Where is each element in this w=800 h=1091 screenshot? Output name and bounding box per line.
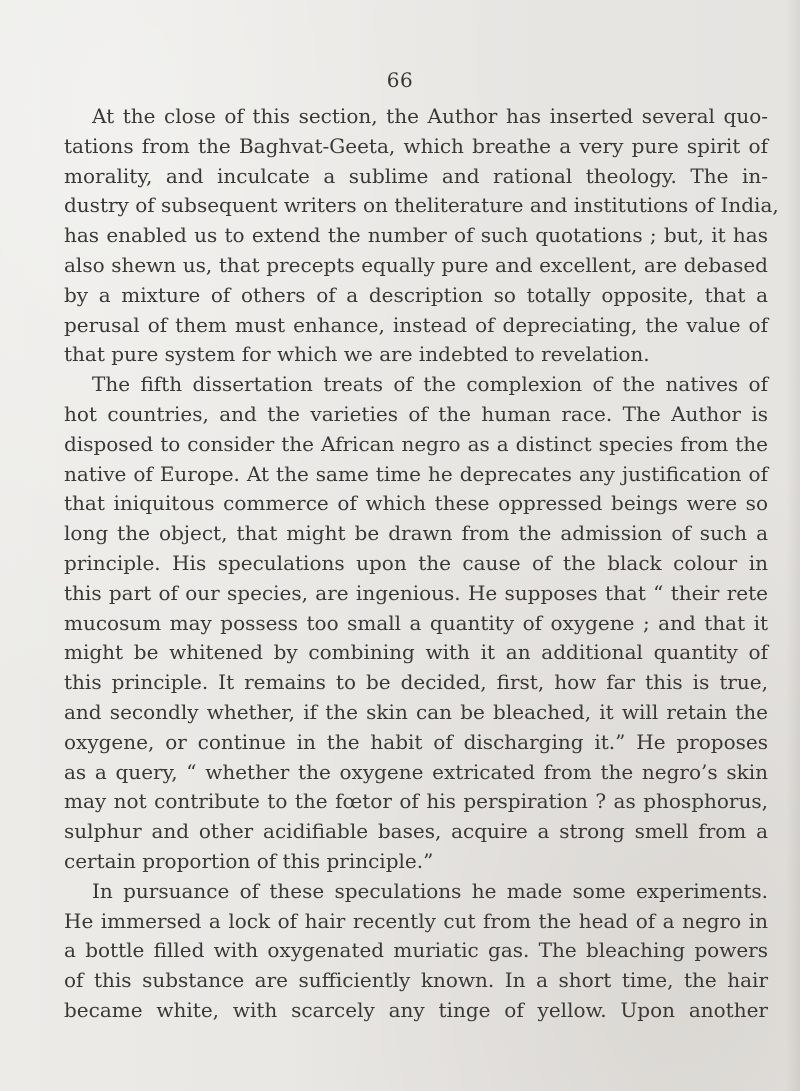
text-line: and secondly whether, if the skin can be bleached, it will retain the	[64, 699, 768, 724]
text-line: sulphur and other acidifiable bases, acquire a strong smell from a	[64, 819, 768, 844]
text-line: In pursuance of these speculations he made some experiments.	[92, 878, 768, 903]
text-line: He immersed a lock of hair recently cut from the head of a negro in	[64, 908, 768, 933]
page-edge-shadow	[786, 0, 800, 1091]
text-line: also shewn us, that precepts equally pure and excellent, are debased	[64, 252, 768, 277]
text-line: by a mixture of others of a description so totally opposite, that a	[64, 282, 768, 307]
text-line: that pure system for which we are indebted to revelation.	[64, 342, 650, 367]
text-line: oxygene, or continue in the habit of discharging it.” He proposes	[64, 729, 768, 754]
text-line: this part of our species, are ingenious. He supposes that “ their rete	[64, 580, 768, 605]
text-line: of this substance are sufficiently known. In a short time, the hair	[64, 968, 768, 993]
text-line: a bottle filled with oxygenated muriatic gas. The bleaching powers	[64, 938, 768, 963]
text-line: disposed to consider the African negro as a distinct species from the	[64, 431, 768, 456]
text-line: may not contribute to the fœtor of his perspiration ? as phosphorus,	[64, 789, 768, 814]
text-line: has enabled us to extend the number of such quotations ; but, it has	[64, 223, 768, 248]
text-line: hot countries, and the varieties of the human race. The Author is	[64, 401, 768, 426]
text-line: certain proportion of this principle.”	[64, 848, 434, 873]
text-line: perusal of them must enhance, instead of depreciating, the value of	[64, 312, 768, 337]
page-number: 66	[386, 68, 414, 92]
text-line: At the close of this section, the Author has inserted several quo-	[92, 104, 768, 128]
text-line: became white, with scarcely any tinge of yellow. Upon another	[64, 997, 768, 1022]
text-line: this principle. It remains to be decided, first, how far this is true,	[64, 670, 768, 695]
text-line: might be whitened by combining with it an additional quantity of	[64, 640, 768, 665]
text-line: as a query, “ whether the oxygene extricated from the negro’s skin	[64, 759, 768, 784]
text-line: principle. His speculations upon the cause of the black colour in	[64, 550, 768, 575]
text-line: that iniquitous commerce of which these oppressed beings were so	[64, 491, 768, 516]
text-line: morality, and inculcate a sublime and rational theology. The in-	[64, 163, 768, 188]
text-line: long the object, that might be drawn from the admission of such a	[64, 521, 768, 546]
text-line: native of Europe. At the same time he deprecates any justification of	[64, 461, 768, 486]
text-line: The fifth dissertation treats of the complexion of the natives of	[92, 372, 768, 397]
text-line: dustry of subsequent writers on theliterature and institutions of India,	[64, 193, 779, 218]
text-line: tations from the Baghvat-Geeta, which breathe a very pure spirit of	[64, 133, 768, 158]
body-text	[64, 102, 779, 1026]
text-line: mucosum may possess too small a quantity of oxygene ; and that it	[64, 610, 768, 635]
